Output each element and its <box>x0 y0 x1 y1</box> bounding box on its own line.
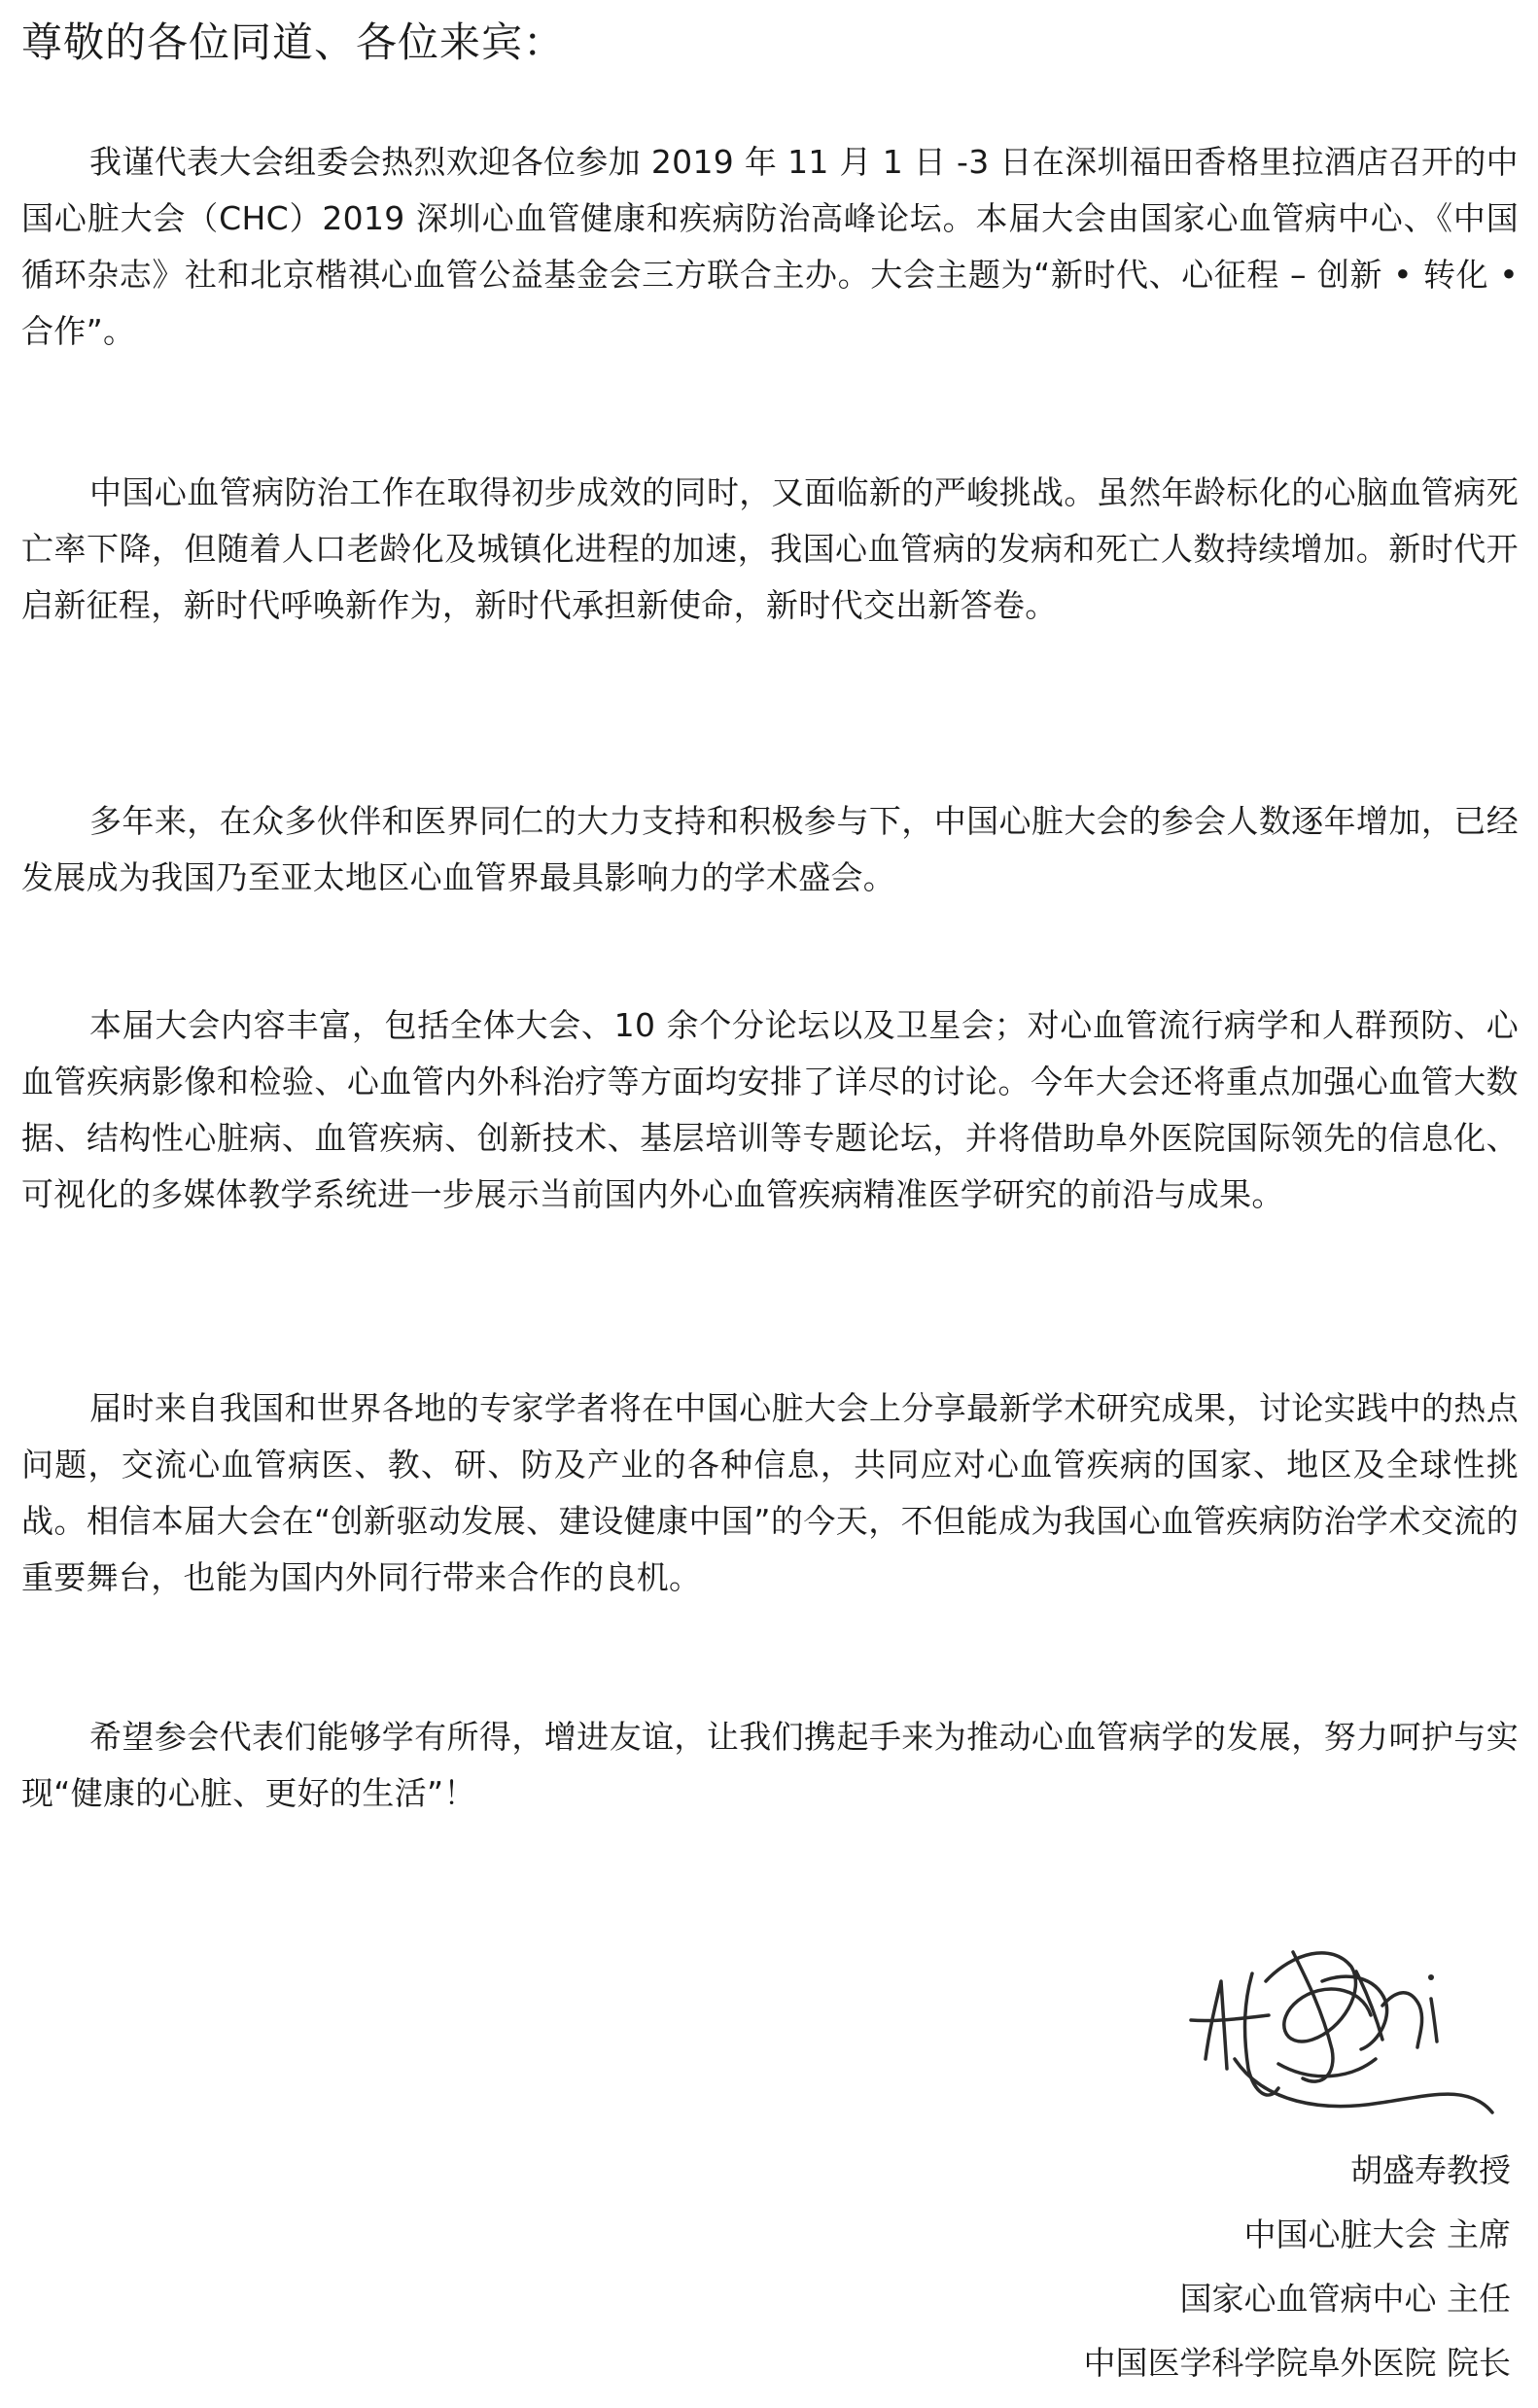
handwritten-signature <box>1176 1913 1507 2137</box>
letter-paragraph: 本届大会内容丰富，包括全体大会、10 余个分论坛以及卫星会；对心血管流行病学和人群预防、心血管疾病影像和检验、心血管内外科治疗等方面均安排了详尽的讨论。今年大会还将重点加强心血管大数据、结构性心脏病、血管疾病、创新技术、基层培训等专题论坛，并将借助阜外医院国际领先的信息化、可视化的多媒体教学系统进一步展示当前国内外心血管疾病精准医学研究的前沿与成果。 <box>21 1006 1519 1213</box>
letter-paragraph: 届时来自我国和世界各地的专家学者将在中国心脏大会上分享最新学术研究成果，讨论实践中的热点问题，交流心血管病医、教、研、防及产业的各种信息，共同应对心血管疾病的国家、地区及全球性挑战。相信本届大会在“创新驱动发展、建设健康中国”的今天，不但能成为我国心血管疾病防治学术交流的重要舞台，也能为国内外同行带来合作的良机。 <box>21 1389 1519 1596</box>
signature-block <box>1084 2139 1512 2395</box>
signer-name: 胡盛寿教授 <box>1350 2151 1511 2189</box>
letter-paragraph: 希望参会代表们能够学有所得，增进友谊，让我们携起手来为推动心血管病学的发展，努力呵护与实现“健康的心脏、更好的生活”！ <box>21 1718 1519 1812</box>
letter-paragraph: 我谨代表大会组委会热烈欢迎各位参加 2019 年 11 月 1 日 -3 日在深圳福田香格里拉酒店召开的中国心脏大会（CHC）2019 深圳心血管健康和疾病防治高峰论坛。本届大会由国家心血管病中心、《中国循环杂志》社和北京楷祺心血管公益基金会三方联合主办。大会主题为“新时代、心征程 – 创新 • 转化 • 合作”。 <box>21 143 1519 350</box>
letter-greeting: 尊敬的各位同道、各位来宾： <box>21 18 566 66</box>
letter-paragraph: 中国心血管病防治工作在取得初步成效的同时，又面临新的严峻挑战。虽然年龄标化的心脑血管病死亡率下降，但随着人口老龄化及城镇化进程的加速，我国心血管病的发病和死亡人数持续增加。新时代开启新征程，新时代呼唤新作为，新时代承担新使命，新时代交出新答卷。 <box>21 473 1519 624</box>
signer-title: 中国心脏大会 主席 <box>1243 2216 1511 2253</box>
letter-paragraph: 多年来，在众多伙伴和医界同仁的大力支持和积极参与下，中国心脏大会的参会人数逐年增加，已经发展成为我国乃至亚太地区心血管界最具影响力的学术盛会。 <box>21 802 1519 896</box>
signer-title: 中国医学科学院阜外医院 院长 <box>1083 2344 1511 2382</box>
signer-title: 国家心血管病中心 主任 <box>1179 2280 1511 2318</box>
